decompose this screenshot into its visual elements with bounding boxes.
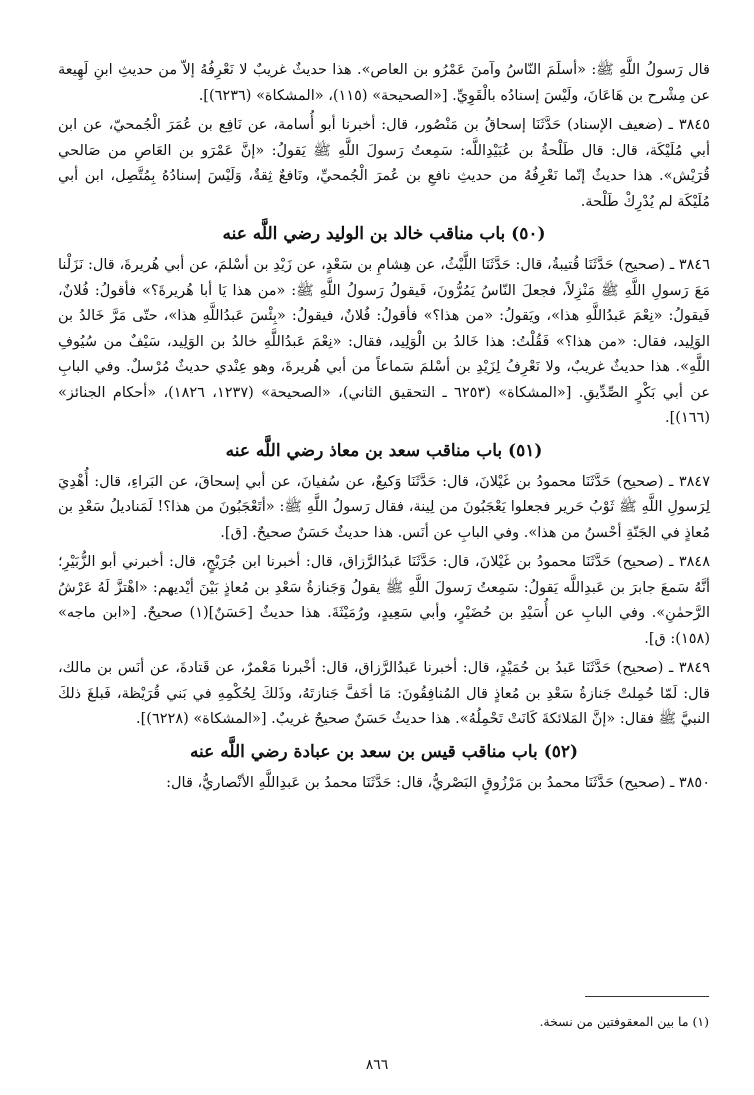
page-number: ٨٦٦	[365, 1057, 389, 1073]
section-heading-51: (٥١) باب مناقب سعد بن معاذ رضي اللَّه عنه	[225, 440, 543, 461]
footnote-divider	[585, 996, 709, 997]
hadith-3847: ٣٨٤٧ ـ (صحيح) حَدَّثَنَا محمودُ بن غَيْلانَ، قال: حَدَّثَنَا وَكيعٌ، عن سُفيانَ، عن أبي إسحاقَ، عن البَراءِ، قال: أُهْدِيَ لِرَسولِ اللَّهِ ﷺ ثَوْبُ حَرير فجعلوا يَعْجَبُونَ من لِينة، فقال رَسولُ اللَّهِ ﷺ: «أتَعْجَبُونَ من هذا؟! لَمَناديلُ سَعْدِ بن مُعاذٍ في الجَنّةِ أحْسنُ من هذا». وفي البابِ عن أنَس. هذا حديثٌ حَسَنٌ صحيحٌ. [ق].	[58, 473, 710, 541]
hadith-3846: ٣٨٤٦ ـ (صحيح) حَدَّثَنَا قُتيبةُ، قال: حَدَّثَنَا اللَّيْثُ، عن هِشامِ بن سَعْدٍ، عن زَيْدِ بن أسْلمَ، عن أبي هُريرةَ، قال: نَزَلْنا مَعَ رَسولِ اللَّهِ ﷺ مَنْزِلاً، فجعلَ النّاسُ يَمُرُّونَ، فَيقولُ رَسولُ اللَّهِ ﷺ: «من هذا يَا أبا هُريرةَ؟» فأقولُ: فُلانٌ، فَيقولُ: «نِعْمَ عَبدُاللَّهِ هذا»، ويَقولُ: «من هذا؟» فأقولُ: فُلانٌ، فيقولُ: «بِئْسَ عَبدُاللَّهِ هذا»، حتّى مَرَّ خَالدُ بن الوَلِيد، فقال: «من هذا؟» فَقُلْتُ: هذا خَالدُ بن الْوَلِيد، فقال: «نِعْمَ عَبدُاللَّهِ خالدُ بن الوَلِيد، سَيْفٌ من سُيُوفِ اللَّهِ». هذا حديثٌ غريبٌ، ولا نَعْرِفُ لِزَيْدِ بن أسْلمَ سَماعاً من أبي هُريرةَ، وهو عِنْدي حديثٌ مُرْسلٌ. وفي البابِ عن أبي بَكْرٍ الصِّدِّيقِ. [«المشكاة» (٦٢٥٣ ـ التحقيق الثاني)، «الصحيحة» (١٢٣٧، ١٨٢٦)، «أحكام الجنائز» (١٦٦)].	[58, 257, 710, 426]
section-heading-50: (٥٠) باب مناقب خالد بن الوليد رضي اللَّه عنه	[222, 224, 546, 244]
hadith-3849: ٣٨٤٩ ـ (صحيح) حَدَّثَنَا عَبدُ بن حُمَيْدٍ، قال: أخبرنا عَبدُالرَّزاق، قال: أخْبرنا مَعْمرٌ، عن قَتادةَ، عن أنَس بن مالك، قال: لَمّا حُمِلتْ جَنازةُ سَعْدِ بن مُعاذٍ قال المُنافِقُونَ: مَا أخَفَّ جَنازتَهُ، وذَلكَ لِحُكْمِهِ في بَني قُرَيْظة، فَبلغَ ذلكَ النبيَّ ﷺ فقال: «إنَّ المَلائكةَ كَانَتْ تَحْمِلُهُ». هذا حديثٌ حَسَنٌ صحيحٌ غريبٌ. [«المشكاة» (٦٢٢٨)].	[58, 660, 710, 727]
main-text	[58, 58, 710, 800]
hadith-3848: ٣٨٤٨ ـ (صحيح) حَدَّثَنَا محمودُ بن غَيْلانَ، قال: حَدَّثَنَا عَبدُالرَّزاق، قال: أخبرنا ابن جُرَيْجٍ، قال: أخبرني أبو الزُّبَيْرِ؛ أنَّهُ سَمعَ جابرَ بن عَبدِاللَّه يَقولُ: سَمِعتُ رَسولَ اللَّهِ ﷺ يقولُ وَجَنازةُ سَعْدِ بن مُعاذٍ بَيْنَ أيْديهم: «اهْتزَّ لَهُ عَرْشُ الرَّحمٰنِ». وفي البابِ عن أُسَيْدِ بن حُضَيْرٍ، وأبي سَعِيدٍ، ورُمَيْثَةَ. هذا حديثٌ [حَسَنٌ](١) صحيحٌ. [«ابن ماجه» (١٥٨): ق].	[58, 554, 710, 647]
section-heading-52: (٥٢) باب مناقب قيس بن سعد بن عبادة رضي اللَّه عنه	[189, 741, 579, 762]
hadith-3850: ٣٨٥٠ ـ (صحيح) حَدَّثَنَا محمدُ بن مَرْزُوقٍ البَصْريُّ، قال: حَدَّثَنَا محمدُ بن عَبدِاللَّهِ الأنْصاريُّ، قال:	[166, 774, 710, 791]
hadith-3845: ٣٨٤٥ ـ (ضعيف الإسناد) حَدَّثَنَا إسحاقُ بن مَنْصُور، قال: أخبرنا أبو أُسامة، عن نَافِع بن عُمَرَ الْجُمحيّ، عن ابن أبي مُلَيْكَة، قال: قال طَلْحةُ بن عُبَيْدِاللَّه: سَمِعتُ رَسولَ اللَّهِ ﷺ يَقولُ: «إنَّ عَمْرَو بن العَاصِ من صَالحي قُرَيْش». هذا حديثٌ إنّما نَعْرِفُهُ من حديثِ نافعِ بن عُمرَ الْجُمحيِّ، ونَافعٌ ثِقةٌ، وَلَيْسَ إسنادُهُ بِمُتَّصِل، ابن أبي مُلَيْكَة لم يُدْرِكْ طَلْحة.	[58, 117, 710, 210]
paragraph: قال رَسولُ اللَّهِ ﷺ: «أسلَمَ النّاسُ وآمنَ عَمْرُو بن العاص». هذا حديثٌ غريبٌ لا نَعْرِفُهُ إلاّ من حديثِ ابنِ لَهِيعة عن مِشْرح بن هَاعَانَ، ولَيْسَ إسنادُه بالْقَوِيِّ. [«الصحيحة» (١١٥)، «المشكاة» (٦٢٣٦)].	[58, 62, 710, 104]
footnote: (١) ما بين المعقوفتين من نسخة.	[539, 1014, 709, 1029]
